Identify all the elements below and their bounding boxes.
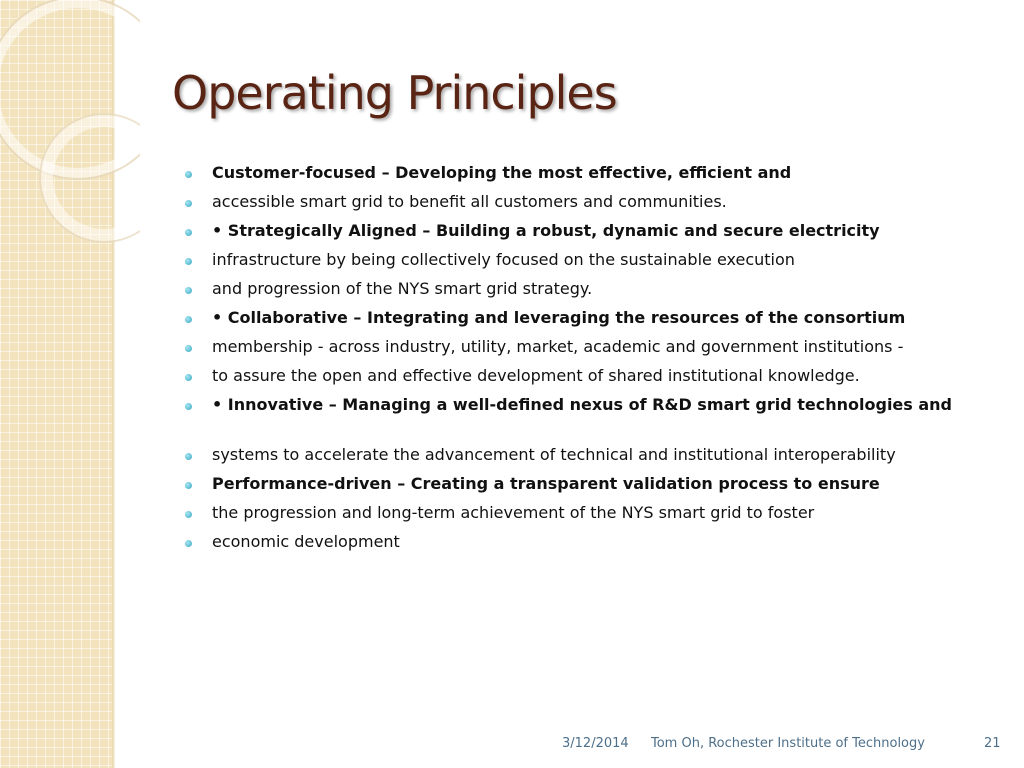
bullet-icon (185, 345, 192, 352)
bullet-item (185, 337, 985, 366)
slide-title: Operating Principles (172, 66, 617, 120)
page-number: 21 (984, 736, 1001, 751)
bullet-icon (185, 258, 192, 265)
bullet-text: economic development (212, 532, 400, 551)
bullet-item (185, 366, 985, 395)
footer-author: Tom Oh, Rochester Institute of Technology (651, 736, 925, 751)
slide-footer (0, 736, 1024, 756)
bullet-item (185, 279, 985, 308)
bullet-icon (185, 540, 192, 547)
bullet-text: Performance-driven – Creating a transparent validation process to ensure (212, 474, 880, 493)
bullet-text: • Strategically Aligned – Building a robust, dynamic and secure electricity (212, 221, 880, 240)
bullet-text: membership - across industry, utility, market, academic and government institutions - (212, 337, 904, 356)
bullet-icon (185, 403, 192, 410)
bullet-icon (185, 200, 192, 207)
bullet-item (185, 250, 985, 279)
bullet-icon (185, 229, 192, 236)
bullet-icon (185, 316, 192, 323)
bullet-icon (185, 453, 192, 460)
bullet-icon (185, 482, 192, 489)
bullet-icon (185, 171, 192, 178)
bullet-item (185, 474, 985, 503)
bullet-item (185, 192, 985, 221)
bullet-text: • Innovative – Managing a well-defined nexus of R&D smart grid technologies and (212, 395, 953, 414)
bullet-item (185, 163, 985, 192)
bullet-icon (185, 374, 192, 381)
bullet-text: to assure the open and effective development of shared institutional knowledge. (212, 366, 860, 385)
bullet-text: the progression and long-term achievement of the NYS smart grid to foster (212, 503, 815, 522)
large-ring (0, 2, 140, 174)
bullet-item (185, 445, 985, 474)
bullet-text: • Collaborative – Integrating and leveraging the resources of the consortium (212, 308, 906, 327)
bullet-item (185, 532, 985, 561)
bullet-text: systems to accelerate the advancement of technical and institutional interoperability (212, 445, 896, 464)
bullet-icon (185, 511, 192, 518)
bullet-item (185, 395, 985, 445)
footer-date: 3/12/2014 (562, 736, 629, 751)
bullet-list (185, 163, 985, 561)
bullet-item (185, 308, 985, 337)
bullet-item (185, 221, 985, 250)
bullet-text: Customer-focused – Developing the most effective, efficient and (212, 163, 792, 182)
bullet-icon (185, 287, 192, 294)
bullet-item (185, 503, 985, 532)
bullet-text: infrastructure by being collectively focused on the sustainable execution (212, 250, 795, 269)
bullet-text: and progression of the NYS smart grid strategy. (212, 279, 593, 298)
bullet-text: accessible smart grid to benefit all customers and communities. (212, 192, 727, 211)
decorative-rings (0, 0, 140, 260)
